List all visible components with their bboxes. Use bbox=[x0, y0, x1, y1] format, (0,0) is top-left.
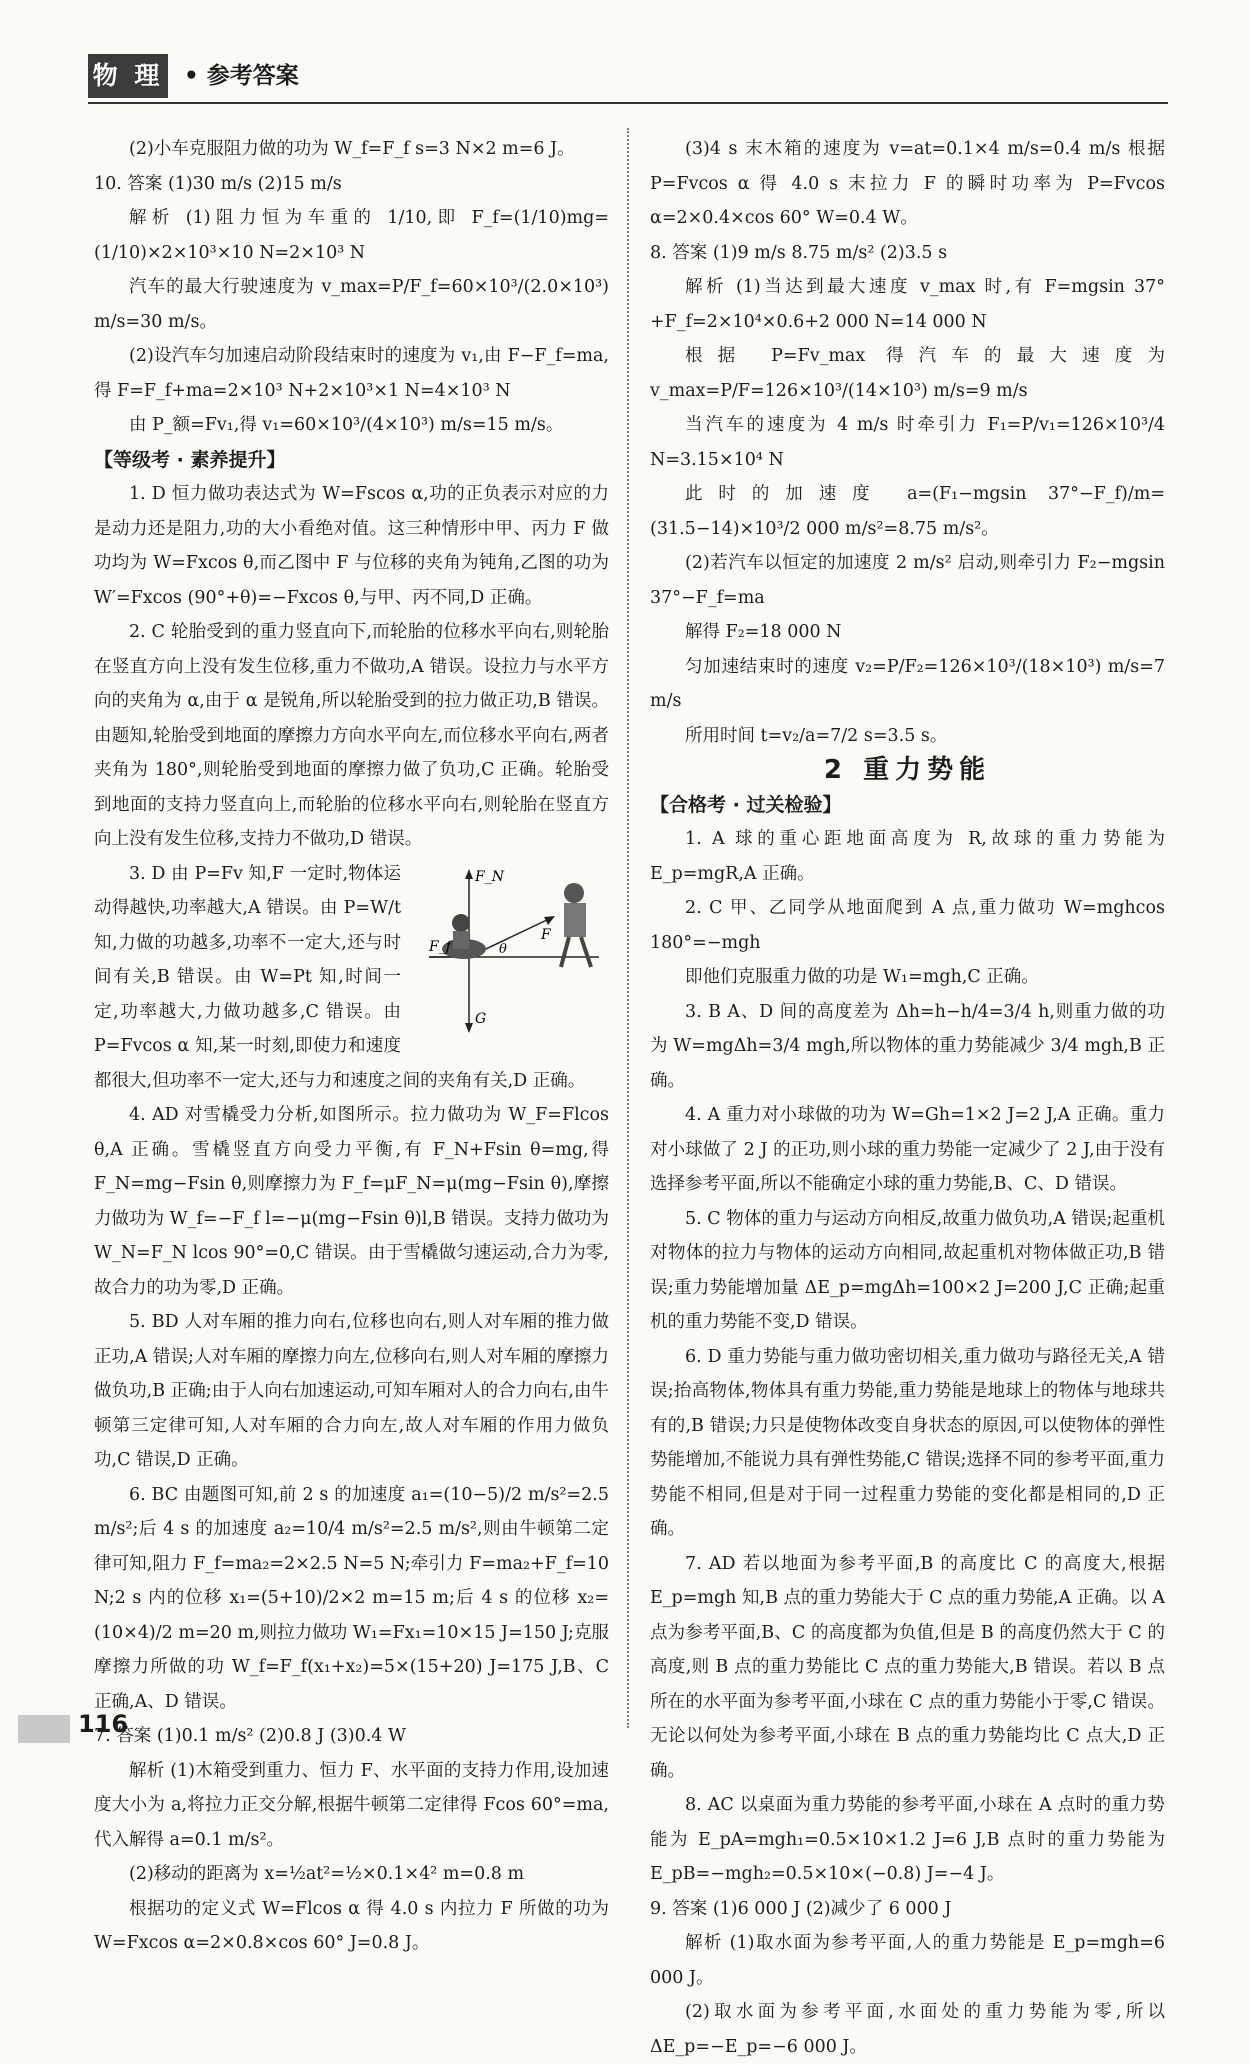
right-paragraph: (3)4 s 末木箱的速度为 v=at=0.1×4 m/s=0.4 m/s 根据 P=Fvcos α 得 4.0 s 末拉力 F 的瞬时功率为 P=Fvcos α=2×0.4×cos 60° W=0.4 W。 bbox=[650, 139, 1165, 228]
left-paragraph: 1. D 恒力做功表达式为 W=Fscos α,功的正负表示对应的力是动力还是阻力,功的大小看绝对值。这三种情形中甲、丙力 F 做功均为 W=Fxcos θ,而乙图中 F 与位移的夹角为钝角,乙图的功为 W′=Fxcos (90°+θ)=−Fxcos θ,与甲、丙不同,D 正确。 bbox=[94, 484, 609, 608]
header-rule bbox=[88, 102, 1168, 104]
right-column bbox=[650, 132, 1165, 2064]
left-paragraph: 3. D 由 P=Fv 知,F 一定时,物体运动得越快,功率越大,A 错误。由 P=W/t 知,力做的功越多,功率不一定大,还与时间有关,B 错误。由 W=Pt 知,时间一定,功率越大,力做功越多,C 错误。由 P=Fvcos α 知,某一时刻,即使力和速度都很大,但功率不一定大,还与力和速度之间的夹角有关,D 正确。 bbox=[94, 863, 586, 1091]
right-paragraph: 2 重力势能 bbox=[823, 755, 992, 785]
right-paragraph: 3. B A、D 间的高度差为 Δh=h−h/4=3/4 h,则重力做的功为 W=mgΔh=3/4 mgh,所以物体的重力势能减少 3/4 mgh,B 正确。 bbox=[650, 1001, 1165, 1091]
left-paragraph: 6. BC 由题图可知,前 2 s 的加速度 a₁=(10−5)/2 m/s²=2.5 m/s²;后 4 s 的加速度 a₂=10/4 m/s²=2.5 m/s²,则由牛顿第二定律可知,阻力 F_f=ma₂=2×2.5 N=5 N;牵引力 F=ma₂+F_f=10 N;2 s 内的位移 x₁=(5+10)/2×2 m=15 m;后 4 s 的位移 x₂=(10×4)/2 m=20 m,则拉力做功 W₁=Fx₁=10×15 J=150 J;克服摩擦力所做的功 W_f=F_f(x₁+x₂)=5×(15+20) J=175 J,B、C 正确,A、D 错误。 bbox=[94, 1484, 609, 1712]
right-paragraph: (2)取水面为参考平面,水面处的重力势能为零,所以 ΔE_p=−E_p=−6 000 J。 bbox=[650, 2002, 1165, 2057]
left-paragraph: 解析 (1)阻力恒为车重的 1/10,即 F_f=(1/10)mg=(1/10)×2×10³×10 N=2×10³ N bbox=[94, 208, 609, 263]
page-number: 116 bbox=[78, 1710, 129, 1738]
right-paragraph: 8. AC 以桌面为重力势能的参考平面,小球在 A 点时的重力势能为 E_pA=mgh₁=0.5×10×1.2 J=6 J,B 点时的重力势能为 E_pB=−mgh₂=0.5×10×(−0.8) J=−4 J。 bbox=[650, 1795, 1165, 1884]
page-tab bbox=[18, 1715, 70, 1743]
right-paragraph: 根据 P=Fv_max 得汽车的最大速度为 v_max=P/F=126×10³/(14×10³) m/s=9 m/s bbox=[650, 346, 1165, 401]
left-paragraph: (2)小车克服阻力做的功为 W_f=F_f s=3 N×2 m=6 J。 bbox=[129, 139, 575, 159]
left-paragraph: 解析 (1)木箱受到重力、恒力 F、水平面的支持力作用,设加速度大小为 a,将拉力正交分解,根据牛顿第二定律得 Fcos 60°=ma,代入解得 a=0.1 m/s²。 bbox=[94, 1760, 609, 1850]
right-paragraph: 当汽车的速度为 4 m/s 时牵引力 F₁=P/v₁=126×10³/4 N=3.15×10⁴ N bbox=[650, 415, 1165, 470]
left-paragraph: (2)移动的距离为 x=½at²=½×0.1×4² m=0.8 m bbox=[129, 1864, 525, 1884]
sled-force-diagram bbox=[409, 857, 609, 1037]
label-theta: θ bbox=[499, 941, 507, 957]
right-paragraph: 解析 (1)取水面为参考平面,人的重力势能是 E_p=mgh=6 000 J。 bbox=[650, 1933, 1165, 1988]
left-paragraph: 5. BD 人对车厢的推力向右,位移也向右,则人对车厢的推力做正功,A 错误;人对车厢的摩擦力向左,位移向右,则人对车厢的摩擦力做负功,B 正确;由于人向右加速运动,可知车厢对人的合力向右,由牛顿第三定律可知,人对车厢的合力向左,故人对车厢的作用力做负功,C 错误,D 正确。 bbox=[94, 1312, 609, 1470]
right-paragraph: 解得 F₂=18 000 N bbox=[685, 622, 842, 642]
column-divider bbox=[627, 128, 629, 1728]
left-paragraph: 【等级考 · 素养提升】 bbox=[94, 448, 286, 471]
left-paragraph: (2)设汽车匀加速启动阶段结束时的速度为 v₁,由 F−F_f=ma,得 F=F_f+ma=2×10³ N+2×10³×1 N=4×10³ N bbox=[94, 346, 609, 401]
right-paragraph: 4. A 重力对小球做的功为 W=Gh=1×2 J=2 J,A 正确。重力对小球做了 2 J 的正功,则小球的重力势能一定减少了 2 J,由于没有选择参考平面,所以不能确定小球的重力势能,B、C、D 错误。 bbox=[650, 1105, 1165, 1194]
label-g: G bbox=[475, 1010, 487, 1027]
label-f: F bbox=[541, 926, 551, 943]
right-paragraph: 此时的加速度 a=(F₁−mgsin 37°−F_f)/m=(31.5−14)×10³/2 000 m/s²=8.75 m/s²。 bbox=[650, 484, 1165, 539]
right-paragraph: 6. D 重力势能与重力做功密切相关,重力做功与路径无关,A 错误;抬高物体,物体具有重力势能,重力势能是地球上的物体与地球共有的,B 错误;力只是使物体改变自身状态的原因,可以使物体的弹性势能增加,不能说力具有弹性势能,C 错误;选择不同的参考平面,重力势能不相同,但是对于同一过程重力势能的变化都是相同的,D 正确。 bbox=[650, 1346, 1165, 1539]
left-paragraph: 4. AD 对雪橇受力分析,如图所示。拉力做功为 W_F=Flcos θ,A 正确。雪橇竖直方向受力平衡,有 F_N+Fsin θ=mg,得 F_N=mg−Fsin θ,则摩擦力为 F_f=μF_N=μ(mg−Fsin θ),摩擦力做功为 W_f=−F_f l=−μ(mg−Fsin θ)l,B 错误。支持力做功为 W_N=F_N lcos 90°=0,C 错误。由于雪橇做匀速运动,合力为零,故合力的功为零,D 正确。 bbox=[94, 1105, 609, 1298]
left-paragraph: 2. C 轮胎受到的重力竖直向下,而轮胎的位移水平向右,则轮胎在竖直方向上没有发生位移,重力不做功,A 错误。设拉力与水平方向的夹角为 α,由于 α 是锐角,所以轮胎受到的拉力做正功,B 错误。由题知,轮胎受到地面的摩擦力方向水平向左,而位移水平向右,两者夹角为 180°,则轮胎受到地面的摩擦力做了负功,C 正确。轮胎受到地面的支持力竖直向上,而轮胎的位移水平向右,则轮胎在竖直方向上没有发生位移,支持力不做功,D 错误。 bbox=[94, 622, 609, 849]
header-title: • 参考答案 bbox=[184, 63, 299, 89]
left-paragraph: 汽车的最大行驶速度为 v_max=P/F_f=60×10³/(2.0×10³) m/s=30 m/s。 bbox=[94, 277, 609, 332]
subject-tag: 物 理 bbox=[88, 54, 168, 98]
right-paragraph: 所用时间 t=v₂/a=7/2 s=3.5 s。 bbox=[685, 725, 948, 746]
right-paragraph: 【合格考 · 过关检验】 bbox=[650, 793, 842, 816]
label-fn: F_N bbox=[475, 868, 504, 885]
left-paragraph: 10. 答案 (1)30 m/s (2)15 m/s bbox=[94, 173, 342, 194]
right-paragraph: 2. C 甲、乙同学从地面爬到 A 点,重力做功 W=mghcos 180°=−mgh bbox=[650, 898, 1165, 953]
left-paragraph: 根据功的定义式 W=Flcos α 得 4.0 s 内拉力 F 所做的功为 W=Fxcos α=2×0.8×cos 60° J=0.8 J。 bbox=[94, 1898, 609, 1953]
right-paragraph: 即他们克服重力做的功是 W₁=mgh,C 正确。 bbox=[685, 967, 1039, 987]
right-paragraph: 匀加速结束时的速度 v₂=P/F₂=126×10³/(18×10³) m/s=7 m/s bbox=[650, 656, 1165, 711]
label-ff: F_f bbox=[429, 938, 451, 955]
page-header bbox=[88, 54, 1168, 100]
left-column bbox=[94, 132, 609, 1961]
left-paragraph: 由 P_额=Fv₁,得 v₁=60×10³/(4×10³) m/s=15 m/s。 bbox=[129, 415, 564, 435]
right-paragraph: (2)若汽车以恒定的加速度 2 m/s² 启动,则牵引力 F₂−mgsin 37°−F_f=ma bbox=[650, 553, 1165, 608]
left-paragraph: 7. 答案 (1)0.1 m/s² (2)0.8 J (3)0.4 W bbox=[94, 1726, 406, 1746]
right-paragraph: 8. 答案 (1)9 m/s 8.75 m/s² (2)3.5 s bbox=[650, 242, 948, 263]
right-paragraph: 9. 答案 (1)6 000 J (2)减少了 6 000 J bbox=[650, 1898, 952, 1919]
right-paragraph: 7. AD 若以地面为参考平面,B 的高度比 C 的高度大,根据 E_p=mgh 知,B 点的重力势能大于 C 点的重力势能,A 正确。以 A 点为参考平面,B、C 的高度都为负值,但是 B 的高度仍然大于 C 的高度,则 B 点的重力势能比 C 点的重力势能大,B 错误。若以 B 点所在的水平面为参考平面,小球在 C 点的重力势能小于零,C 错误。无论以何处为参考平面,小球在 B 点的重力势能均比 C 点大,D 正确。 bbox=[650, 1553, 1165, 1781]
right-paragraph: 5. C 物体的重力与运动方向相反,故重力做负功,A 错误;起重机对物体的拉力与物体的运动方向相同,故起重机对物体做正功,B 错误;重力势能增加量 ΔE_p=mgΔh=100×2 J=200 J,C 正确;起重机的重力势能不变,D 错误。 bbox=[650, 1208, 1165, 1332]
right-paragraph: 解析 (1)当达到最大速度 v_max 时,有 F=mgsin 37°+F_f=2×10⁴×0.6+2 000 N=14 000 N bbox=[650, 277, 1165, 332]
right-paragraph: 1. A 球的重心距地面高度为 R,故球的重力势能为 E_p=mgR,A 正确。 bbox=[650, 829, 1165, 884]
